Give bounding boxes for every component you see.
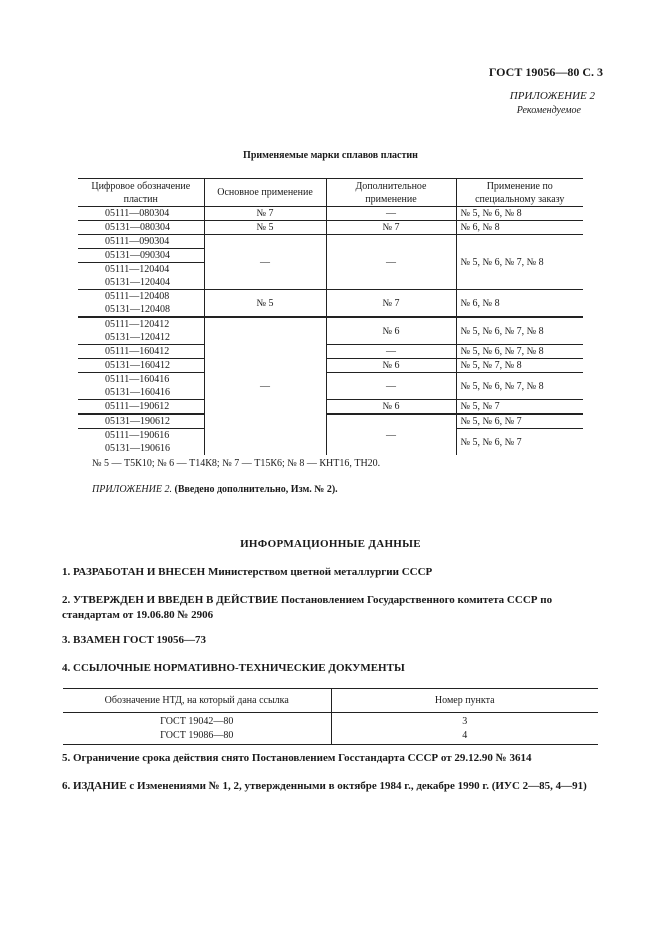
- ref-doc: ГОСТ 19042—80: [160, 716, 234, 727]
- appendix-status: Рекомендуемое: [516, 105, 581, 116]
- table-row: [78, 207, 583, 221]
- code-cell: 05111—190616: [105, 430, 170, 441]
- special-cell: № 5, № 6, № 7, № 8: [456, 373, 583, 400]
- ref-point: 4: [331, 729, 598, 745]
- table-row: [63, 729, 598, 745]
- code-cell: 05131—160412: [78, 359, 204, 373]
- info-item-6: 6. ИЗДАНИЕ с Изменениями № 1, 2, утвержденными в октябре 1984 г., декабре 1990 г. (ИУС 2—85, 4—91): [62, 780, 587, 792]
- extra-cell: № 6: [326, 317, 456, 345]
- extra-cell: № 7: [326, 290, 456, 318]
- references-table: [63, 688, 598, 745]
- code-cell: 05111—120408: [105, 291, 170, 302]
- code-cell: 05131—160416: [78, 386, 204, 400]
- table-title: Применяемые марки сплавов пластин: [243, 150, 418, 161]
- main-cell: —: [204, 235, 326, 290]
- ref-point: 3: [331, 713, 598, 730]
- special-cell: № 5, № 6, № 7, № 8: [456, 345, 583, 359]
- info-title: ИНФОРМАЦИОННЫЕ ДАННЫЕ: [240, 538, 421, 550]
- table-row: [78, 221, 583, 235]
- info-item-4: 4. ССЫЛОЧНЫЕ НОРМАТИВНО-ТЕХНИЧЕСКИЕ ДОКУМЕНТЫ: [62, 662, 405, 674]
- code-cell: 05131—080304: [78, 221, 204, 235]
- code-cell: 05131—190616: [105, 443, 170, 454]
- special-cell: № 5, № 6, № 8: [456, 207, 583, 221]
- code-cell: 05131—120408: [78, 303, 204, 317]
- table-row: [78, 317, 583, 331]
- refs-header-doc: Обозначение НТД, на который дана ссылка: [63, 689, 331, 713]
- table-row: [78, 400, 583, 415]
- extra-cell: № 7: [326, 221, 456, 235]
- info-item-2: 2. УТВЕРЖДЕН И ВВЕДЕН В ДЕЙСТВИЕ Постановлением Государственного комитета СССР по стандартам от 19.06.80 № 2906: [62, 594, 553, 621]
- header-main: Основное применение: [204, 179, 326, 207]
- info-item-5: 5. Ограничение срока действия снято Постановлением Госстандарта СССР от 29.12.90 № 3614: [62, 752, 532, 764]
- page-header: ГОСТ 19056—80 С. 3: [488, 65, 603, 79]
- info-item-3: 3. ВЗАМЕН ГОСТ 19056—73: [62, 634, 207, 646]
- alloy-legend-note: № 5 — Т5К10; № 6 — Т14К8; № 7 — Т15К6; № 8 — КНТ16, ТН20.: [92, 458, 381, 469]
- code-cell: 05131—120412: [78, 331, 204, 345]
- appendix-note-label: ПРИЛОЖЕНИЕ 2.: [92, 484, 172, 495]
- code-cell: 05111—160416: [105, 374, 170, 385]
- code-cell: 05111—160412: [78, 345, 204, 359]
- special-cell: № 6, № 8: [456, 221, 583, 235]
- special-cell: № 5, № 6, № 7, № 8: [456, 317, 583, 345]
- code-cell: 05111—120412: [105, 319, 170, 330]
- special-cell: № 5, № 6, № 7, № 8: [456, 235, 583, 290]
- code-cell: 05131—120404: [78, 276, 204, 290]
- header-designation: Цифровое обозначение пластин: [78, 179, 204, 207]
- main-cell: № 5: [204, 290, 326, 318]
- extra-cell: № 6: [326, 359, 456, 373]
- info-item-1: 1. РАЗРАБОТАН И ВНЕСЕН Министерством цветной металлургии СССР: [62, 566, 433, 578]
- ref-doc: ГОСТ 19086—80: [63, 729, 331, 745]
- main-cell-merged: —: [204, 317, 326, 455]
- code-cell: 05111—190612: [78, 400, 204, 415]
- appendix-label: ПРИЛОЖЕНИЕ 2: [509, 90, 595, 102]
- special-cell: № 5, № 7, № 8: [456, 359, 583, 373]
- main-cell: № 7: [204, 207, 326, 221]
- code-cell: 05111—090304: [78, 235, 204, 249]
- table-row: [78, 373, 583, 387]
- extra-cell: —: [326, 345, 456, 359]
- main-cell: № 5: [204, 221, 326, 235]
- table-row: [78, 414, 583, 429]
- special-cell: № 5, № 6, № 7: [456, 429, 583, 456]
- code-cell: 05111—080304: [78, 207, 204, 221]
- header-extra: Дополнительное применение: [326, 179, 456, 207]
- extra-cell: —: [326, 207, 456, 221]
- table-row: [78, 359, 583, 373]
- extra-cell: —: [326, 373, 456, 400]
- special-cell: № 5, № 6, № 7: [456, 414, 583, 429]
- refs-header-point: Номер пункта: [331, 689, 598, 713]
- appendix-note: [92, 484, 338, 495]
- code-cell: 05131—190612: [78, 414, 204, 429]
- table-row: [63, 713, 598, 730]
- table-row: [78, 235, 583, 249]
- special-cell: № 6, № 8: [456, 290, 583, 318]
- extra-cell: № 6: [326, 400, 456, 415]
- code-cell: 05111—120404: [78, 263, 204, 277]
- table-row: [78, 290, 583, 304]
- special-cell: № 5, № 7: [456, 400, 583, 415]
- appendix-note-change: (Введено дополнительно, Изм. № 2).: [174, 484, 338, 495]
- header-special: Применение по специальному заказу: [456, 179, 583, 207]
- table-row: [78, 345, 583, 359]
- extra-cell: —: [326, 414, 456, 455]
- extra-cell: —: [326, 235, 456, 290]
- alloy-table: [78, 178, 583, 455]
- code-cell: 05131—090304: [105, 250, 170, 261]
